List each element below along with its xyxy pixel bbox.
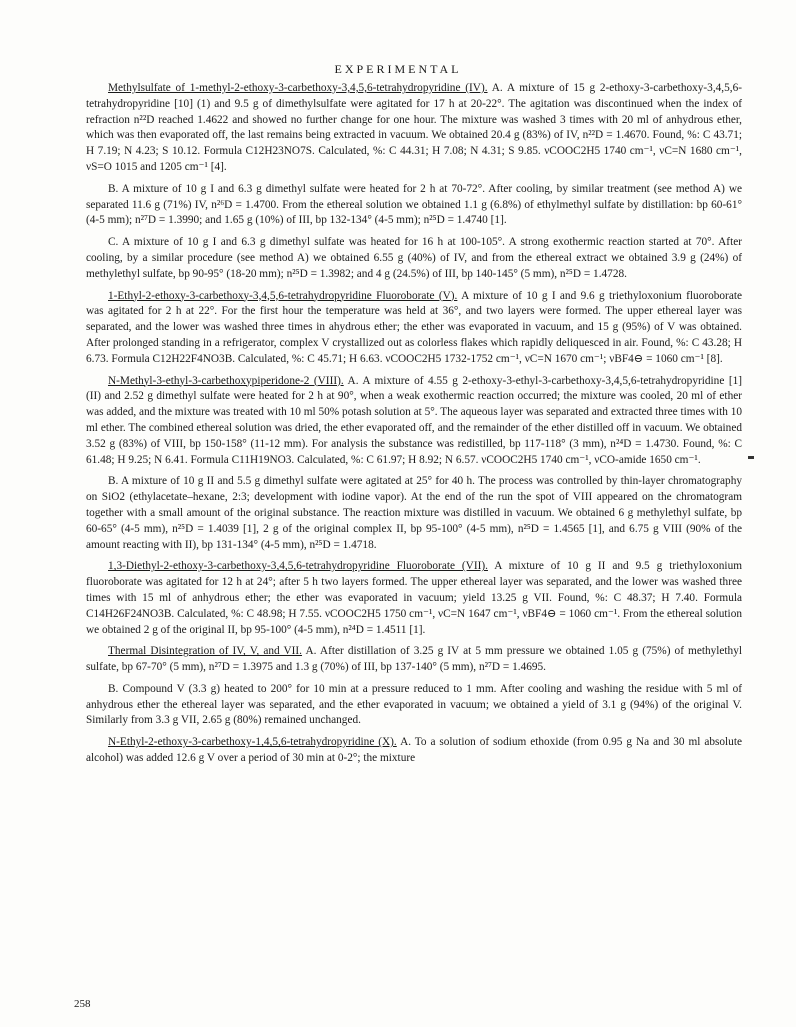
paragraph-vii: [86, 559, 742, 638]
paragraph-text: A. To a solution of sodium ethoxide (from 0.95 g Na and 30 ml absolute alcohol) was added 12.6 g V over a period of 30 min at 0-2°; the mixture: [86, 736, 742, 765]
paragraph-title: Thermal Disintegration of IV, V, and VII.: [108, 645, 303, 658]
paragraph-text: A. After distillation of 3.25 g IV at 5 mm pressure we obtained 1.05 g (75%) of methylethyl sulfate, bp 67-70° (5 mm), n²⁷D = 1.3975 and 1.3 g (70%) of III, bp 137-140° (5 mm), n²⁷D = 1.4695.: [86, 645, 742, 674]
paragraph-title: N-Methyl-3-ethyl-3-carbethoxypiperidone-2 (VIII).: [108, 374, 344, 387]
paragraph-title: Methylsulfate of 1-methyl-2-ethoxy-3-carbethoxy-3,4,5,6-tetrahydropyridine (IV).: [108, 82, 488, 94]
paragraph-thermal-b: [86, 682, 742, 729]
paragraph-iv-method-a: [86, 81, 742, 176]
paragraph-text: A mixture of 10 g II and 9.5 g triethyloxonium fluoroborate was agitated for 12 h at 24°; after 5 h two layers formed. The upper ethereal layer was separated, and the lower was washed three times with 15 ml of anhydrous ether; the ether was evaporated in vacuum; yield 13.25 g VII. Found, %: C 48.37; H 7.40. Formula C14H26F24NO3B. Calculated, %: C 48.98; H 7.55. νCOOC2H5 1750 cm⁻¹, νC=N 1647 cm⁻¹, νBF4⊖ = 1060 cm⁻¹. From the ethereal solution we obtained 2 g of the original II, bp 95-100° (4-5 mm), n²⁴D = 1.4511 [1].: [86, 560, 743, 636]
paragraph-viii-method-a: [86, 374, 742, 469]
body-text: [86, 81, 742, 773]
paragraph-thermal-a: [86, 644, 742, 676]
paragraph-text: B. A mixture of 10 g I and 6.3 g dimethyl sulfate were heated for 2 h at 70-72°. After cooling, by similar treatment (see method A) we separated 11.6 g (71%) IV, n²⁶D = 1.4700. From the ethereal solution we obtained 1.1 g (6.8%) of ethylmethyl sulfate by distillation: bp 60-61° (4-5 mm); n²⁷D = 1.3990; and 1.65 g (10%) of III, bp 132-134° (4-5 mm); n²⁵D = 1.4740 [1].: [86, 182, 742, 227]
paragraph-text: A. A mixture of 15 g 2-ethoxy-3-carbethoxy-3,4,5,6-tetrahydropyridine [10] (1) and 9.5 g of dimethylsulfate were agitated for 17 h at 20-22°. The agitation was discontinued when the index of refraction n²²D reached 1.4622 and showed no further change for one hour. The mixture was washed 3 times with 20 ml of anhydrous ether, which was then evaporated off, the last remains being extracted in vacuum. We obtained 20.4 g (83%) of IV, n²²D = 1.4670. Found, %: C 43.71; H 7.19; N 4.23; S 10.12. Formula C12H23NO7S. Calculated, %: C 44.31; H 7.08; N 4.31; S 9.85. νCOOC2H5 1740 cm⁻¹, νC=N 1680 cm⁻¹, νS=O 1015 and 1205 cm⁻¹ [4].: [86, 82, 742, 173]
paragraph-text: B. A mixture of 10 g II and 5.5 g dimethyl sulfate were agitated at 25° for 40 h. The process was controlled by thin-layer chromatography on SiO2 (ethylacetate–hexane, 2:3; development with iodine vapor). At the end of the run the spot of VIII appeared on the chromatogram together with a small amount of the original substance. The reaction mixture was distilled in vacuum. We obtained 6 g methylethyl sulfate, bp 60-65° (4-5 mm), n²⁵D = 1.4039 [1], 2 g of the original complex II, bp 95-100° (4-5 mm), n²⁵D = 1.4565 [1], and 6.75 g VIII (90% of the amount reacting with II), bp 131-134° (4-5 mm), n²⁵D = 1.4718.: [86, 475, 742, 551]
paragraph-x: [86, 735, 742, 767]
paragraph-title: N-Ethyl-2-ethoxy-3-carbethoxy-1,4,5,6-tetrahydropyridine (X).: [108, 736, 397, 749]
paragraph-text: A mixture of 10 g I and 9.6 g triethyloxonium fluoroborate was agitated for 2 h at 22°. For the first hour the temperature was held at 36°, and two layers were formed. The upper ethereal layer was separated, and the lower was washed three times in ahydrous ether; the ether was evaporated in vacuum, and 15 g (95%) of V was obtained. After prolonged standing in a refrigerator, complex V crystallized out as colorless flakes which rapidly deliquesced in air. Found, %: C 43.28; H 6.73. Formula C12H22F4NO3B. Calculated, %: C 45.71; H 6.63. νCOOC2H5 1732-1752 cm⁻¹, νC=N 1670 cm⁻¹; νBF4⊖ = 1060 cm⁻¹ [8].: [86, 289, 742, 365]
paragraph-iv-method-c: [86, 235, 742, 282]
section-heading: EXPERIMENTAL: [334, 62, 462, 76]
page-number: 258: [74, 998, 91, 1010]
paragraph-title: 1-Ethyl-2-ethoxy-3-carbethoxy-3,4,5,6-tetrahydropyridine Fluoroborate (V).: [108, 289, 458, 302]
paragraph-text: C. A mixture of 10 g I and 6.3 g dimethyl sulfate was heated for 16 h at 100-105°. A strong exothermic reaction started at 70°. After cooling, by a similar procedure (see method A) we obtained 6.55 g (40%) of IV, and from the ethereal extract we obtained 3.9 g (24%) of methylethyl sulfate, bp 90-95° (18-20 mm); n²⁵D = 1.3982; and 4 g (24.5%) of III, bp 140-145° (5 mm), n²⁵D = 1.4728.: [86, 236, 742, 280]
paragraph-iv-method-b: [86, 182, 742, 229]
paragraph-text: A. A mixture of 4.55 g 2-ethoxy-3-ethyl-3-carbethoxy-3,4,5,6-tetrahydropyridine [1] (II) and 2.52 g dimethyl sulfate were heated for 2 h at 90°, when a weak exothermic reaction occurred; the mixture was cooled, 20 ml of ether was added, and the mixture was treated with 10 ml 50% potash solution at 5°. The aqueous layer was separated and extracted three times with 10 ml ether. The combined ethereal solution was dried, the ether evaporated off, and the remainder of the ether distilled off in vacuum. We obtained 3.52 g (83%) of VIII, bp 150-158° (11-12 mm). For analysis the substance was redistilled, bp 117-118° (3 mm), n²⁴D = 1.4730. Found, %: C 61.48; H 9.25; N 6.41. Formula C11H19NO3. Calculated, %: C 61.97; H 8.92; N 6.57. νCOOC2H5 1740 cm⁻¹, νCO-amide 1650 cm⁻¹.: [86, 374, 742, 466]
paragraph-text: B. Compound V (3.3 g) heated to 200° for 10 min at a pressure reduced to 1 mm. After cooling and washing the residue with 5 ml of anhydrous ether the ethereal layer was separated, and the ether evaporated in vacuum; we obtained a yield of 3.1 g (94%) of the original V. Similarly from 3.3 g VII, 2.65 g (80%) remained unchanged.: [86, 682, 742, 727]
paragraph-title: 1,3-Diethyl-2-ethoxy-3-carbethoxy-3,4,5,6-tetrahydropyridine Fluoroborate (VII).: [108, 560, 488, 573]
scan-mark: [748, 456, 754, 459]
paragraph-viii-method-b: [86, 474, 742, 553]
paragraph-v: [86, 289, 742, 368]
